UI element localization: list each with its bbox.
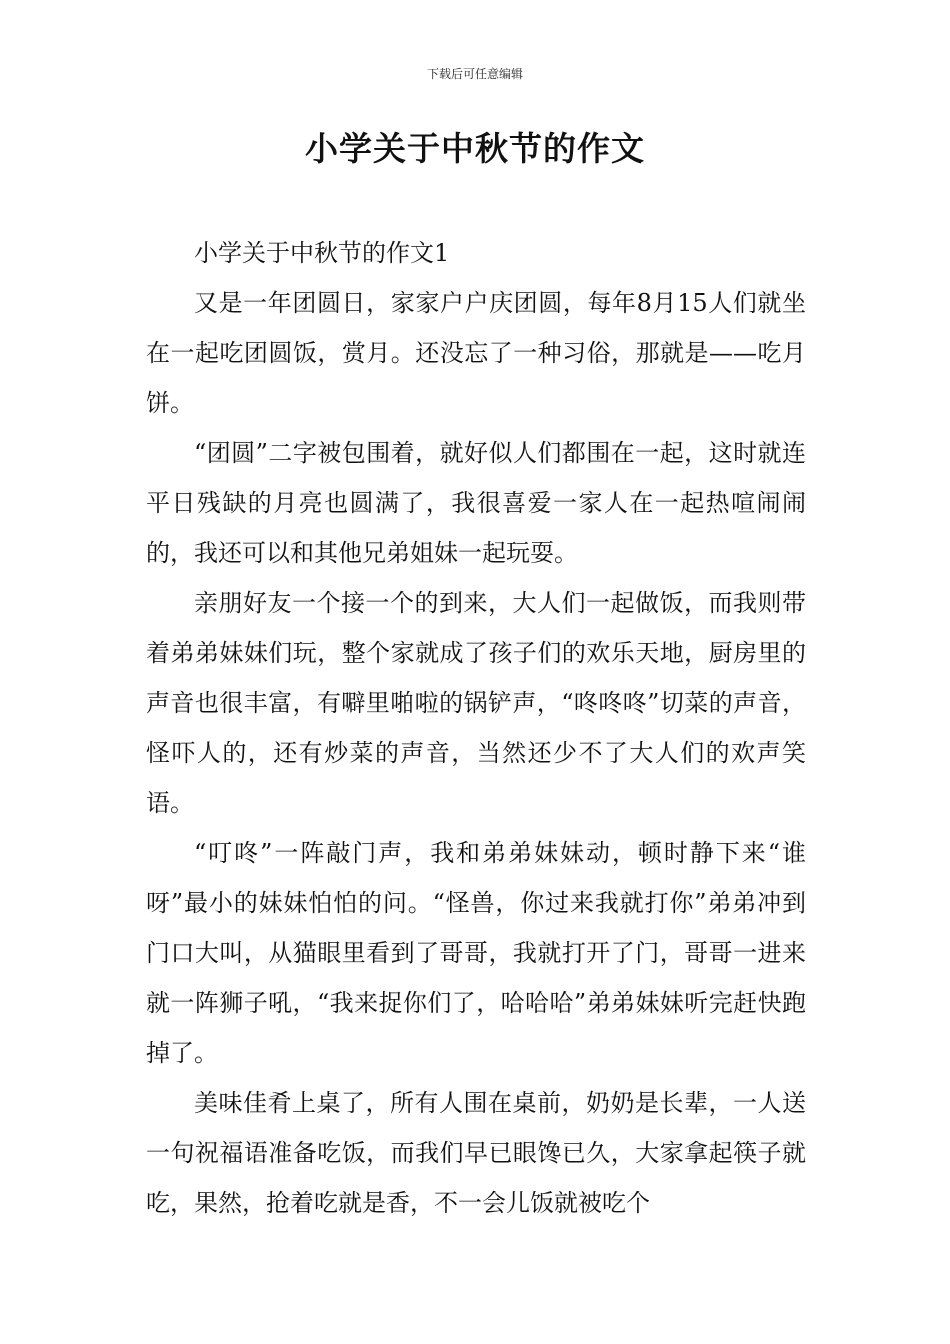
paragraph: 美味佳肴上桌了，所有人围在桌前，奶奶是长辈，一人送一句祝福语准备吃饭，而我们早已眼馋已久，大家拿起筷子就吃，果然，抢着吃就是香，不一会儿饭就被吃个 [146, 1089, 806, 1217]
paragraph: 又是一年团圆日，家家户户庆团圆，每年8月15人们就坐在一起吃团圆饭，赏月。还没忘了一种习俗，那就是——吃月饼。 [146, 289, 806, 417]
document-title: 小学关于中秋节的作文 [305, 129, 645, 168]
header-note: 下载后可任意编辑 [426, 67, 523, 81]
paragraph: “团圆”二字被包围着，就好似人们都围在一起，这时就连平日残缺的月亮也圆满了，我很喜爱一家人在一起热喧闹闹的，我还可以和其他兄弟姐妹一起玩耍。 [146, 439, 806, 567]
document-body [146, 228, 806, 1228]
essay-subtitle: 小学关于中秋节的作文1 [194, 239, 450, 267]
paragraph: “叮咚”一阵敲门声，我和弟弟妹妹动，顿时静下来“谁呀”最小的妹妹怕怕的问。“怪兽，你过来我就打你”弟弟冲到门口大叫，从猫眼里看到了哥哥，我就打开了门，哥哥一进来就一阵狮子吼，“我来捉你们了，哈哈哈”弟弟妹妹听完赶快跑掉了。 [146, 839, 806, 1067]
paragraph: 亲朋好友一个接一个的到来，大人们一起做饭，而我则带着弟弟妹妹们玩，整个家就成了孩子们的欢乐天地，厨房里的声音也很丰富，有噼里啪啦的锅铲声，“咚咚咚”切菜的声音，怪吓人的，还有炒菜的声音，当然还少不了大人们的欢声笑语。 [146, 589, 806, 817]
